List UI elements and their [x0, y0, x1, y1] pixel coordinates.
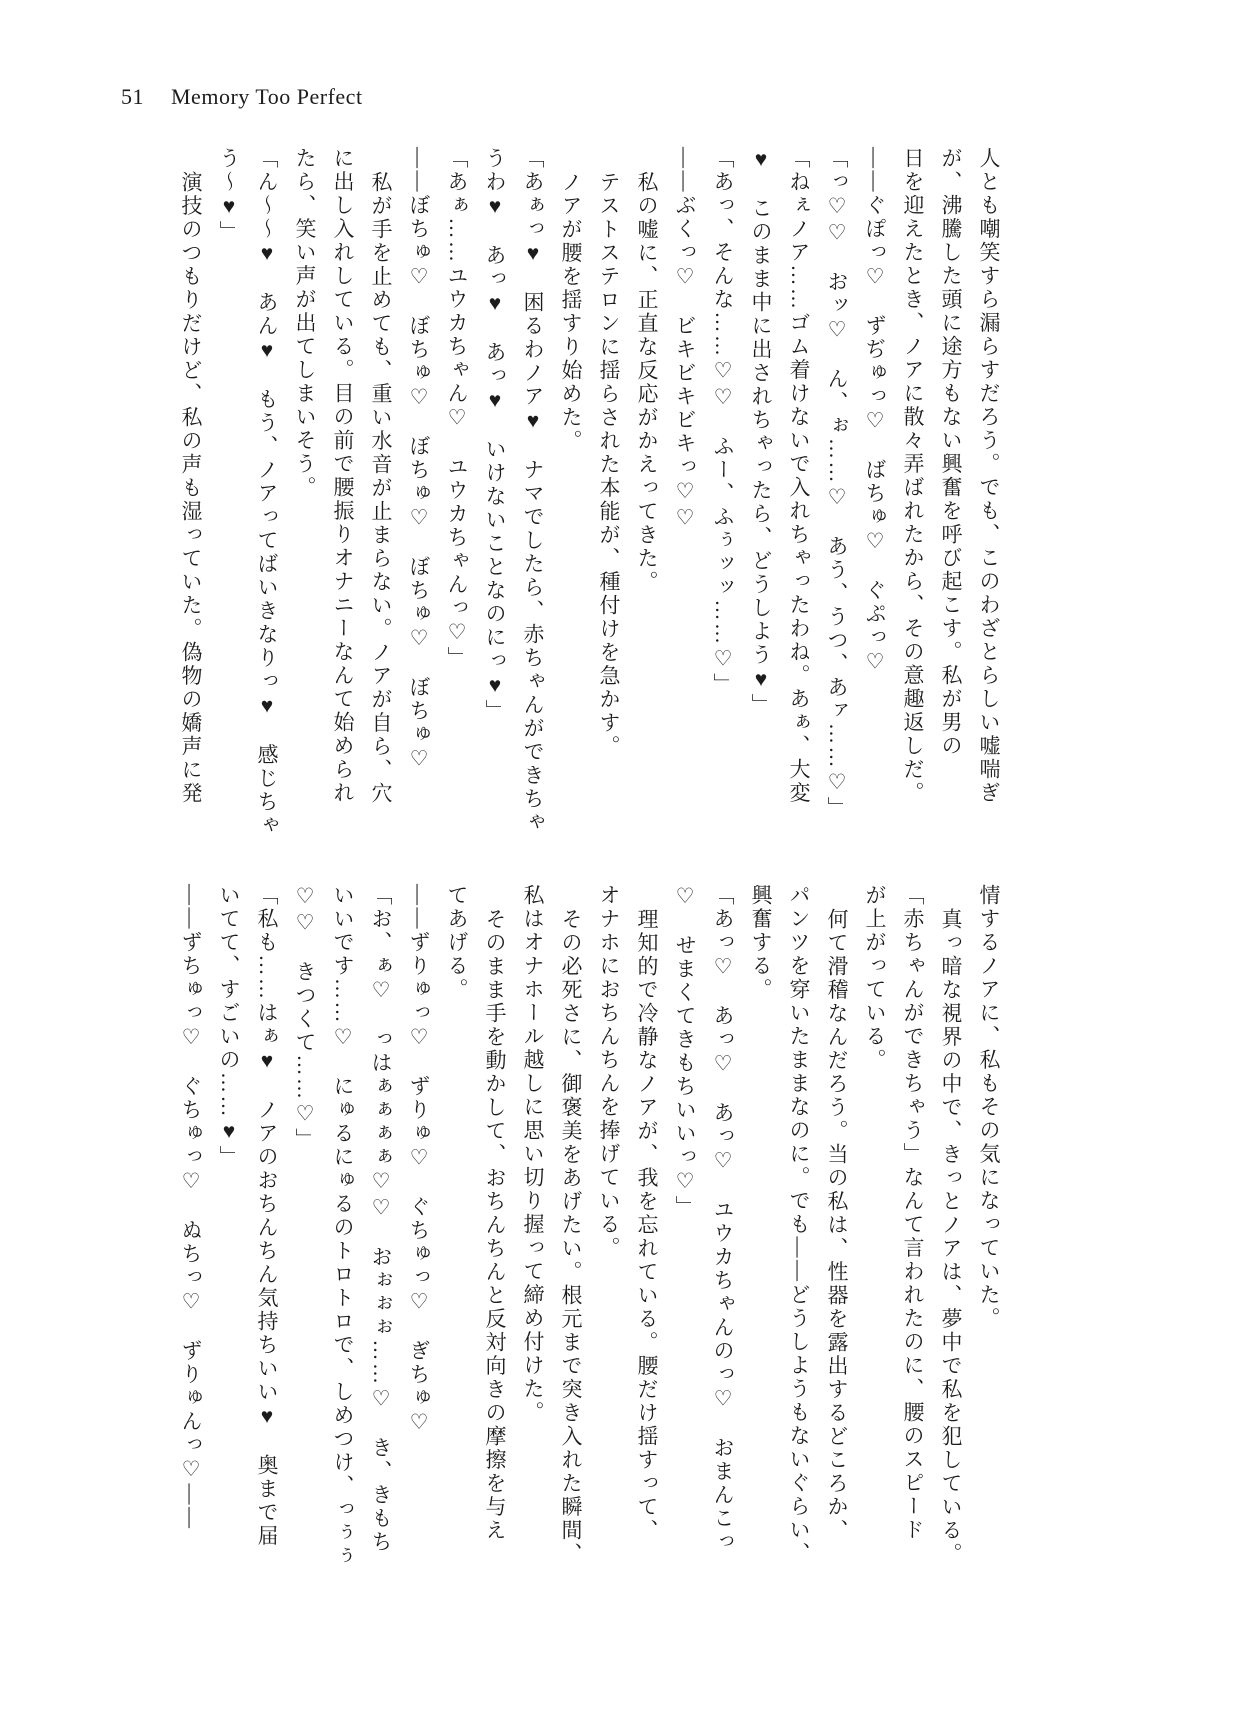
- text-column: 「ん〜〜♥ あん♥ もう、ノアってばいきなりっ♥ 感じちゃ: [255, 147, 279, 838]
- text-column: オナホにおちんちんを捧げている。: [597, 884, 621, 1260]
- text-block-top: [172, 147, 1008, 847]
- text-column: たら、笑い声が出てしまいそう。: [293, 147, 317, 500]
- text-column: ――ずりゅっ♡ ずりゅ♡ ぐちゅっ♡ ぎちゅ♡: [407, 884, 431, 1437]
- text-column: ――ぐぽっ♡ ずぢゅっ♡ ばちゅ♡ ぐぷっ♡: [863, 147, 887, 676]
- text-column: ――ぶくっ♡ ビキビキビキっ♡♡: [673, 147, 697, 532]
- text-column: に出し入れしている。目の前で腰振りオナニーなんて始められ: [331, 147, 355, 805]
- text-column: いてて、すごいの……♥」: [217, 884, 241, 1169]
- text-column: 何て滑稽なんだろう。当の私は、性器を露出するどころか、: [825, 908, 849, 1543]
- text-column: 「あぁ……ユウカちゃん♡ ユウカちゃんっ♡」: [445, 147, 469, 670]
- text-column: が上がっている。: [863, 884, 887, 1072]
- text-column: その必死さに、御褒美をあげたい。根元まで突き入れた瞬間、: [559, 908, 583, 1566]
- running-title: Memory Too Perfect: [171, 84, 363, 109]
- text-column: 演技のつもりだけど、私の声も湿っていた。偽物の嬌声に発: [179, 171, 203, 806]
- text-column: 「っ♡♡ おッ♡ ん、ぉ……♡ あう、うつ、あァ……♡」: [825, 147, 849, 820]
- text-column: ――ずちゅっ♡ ぐちゅっ♡ ぬちっ♡ ずりゅんっ♡――: [179, 884, 203, 1531]
- text-column: ♡ せまくてきもちいいっ♡」: [673, 884, 697, 1219]
- text-column: てあげる。: [445, 884, 469, 1002]
- text-column: テストステロンに揺らされた本能が、種付けを急かす。: [597, 171, 621, 759]
- text-column: 日を迎えたとき、ノアに散々弄ばれたから、その意趣返しだ。: [901, 147, 925, 805]
- text-column: ♡♡ きつくて……♡」: [293, 884, 317, 1152]
- text-column: 「お、ぁ♡ っはぁぁぁぁ♡♡ おぉぉぉ……♡ き、きもち: [369, 884, 393, 1554]
- text-column: 情するノアに、私もその気になっていた。: [977, 884, 1001, 1331]
- text-column: 真っ暗な視界の中で、きっとノアは、夢中で私を犯している。: [939, 908, 963, 1566]
- text-column: 人とも嘲笑すら漏らすだろう。でも、このわざとらしい嘘喘ぎ: [977, 147, 1001, 805]
- text-column: 興奮する。: [749, 884, 773, 1002]
- text-column: が、沸騰した頭に途方もない興奮を呼び起こす。私が男の: [939, 147, 963, 758]
- text-column: 「赤ちゃんができちゃう」なんて言われたのに、腰のスピード: [901, 884, 925, 1542]
- text-column: パンツを穿いたままなのに。でも――どうしようもないぐらい、: [787, 884, 811, 1566]
- text-column: 私はオナホール越しに思い切り握って締め付けた。: [521, 884, 545, 1425]
- text-column: ノアが腰を揺すり始めた。: [559, 171, 583, 453]
- text-column: 「ねぇノア……ゴム着けないで入れちゃったわね。あぁ、大変: [787, 147, 811, 805]
- text-block-bottom: [172, 884, 1008, 1600]
- text-column: 「あっ、そんな……♡♡ ふー、ふぅッッ……♡」: [711, 147, 735, 697]
- text-column: 私が手を止めても、重い水音が止まらない。ノアが自ら、穴: [369, 171, 393, 806]
- text-column: 「あっ♡ あっ♡ あっ♡ ユウカちゃんのっ♡ おまんこっ: [711, 884, 735, 1554]
- text-column: う〜♥」: [217, 147, 241, 244]
- page-header: [121, 84, 363, 110]
- text-column: うわ♥ あっ♥ あっ♥ いけないことなのにっ♥」: [483, 147, 507, 723]
- text-column: いいです……♡ にゅるにゅるのトロトロで、しめつけ、っぅぅ: [331, 884, 355, 1569]
- text-column: ♥ このまま中に出されちゃったら、どうしよう♥」: [749, 147, 773, 717]
- text-column: ――ぼちゅ♡ ぼちゅ♡ ぼちゅ♡ ぼちゅ♡ ぼちゅ♡: [407, 147, 431, 773]
- page-number: 51: [121, 84, 144, 109]
- text-column: 「私も……はぁ♥ ノアのおちんちん気持ちいい♥ 奥まで届: [255, 884, 279, 1548]
- text-column: そのまま手を動かして、おちんちんと反対向きの摩擦を与え: [483, 908, 507, 1543]
- text-column: 「あぁっ♥ 困るわノア♥ ナマでしたら、赤ちゃんができちゃ: [521, 147, 545, 835]
- text-column: 理知的で冷静なノアが、我を忘れている。腰だけ揺すって、: [635, 908, 659, 1543]
- text-column: 私の嘘に、正直な反応がかえってきた。: [635, 171, 659, 594]
